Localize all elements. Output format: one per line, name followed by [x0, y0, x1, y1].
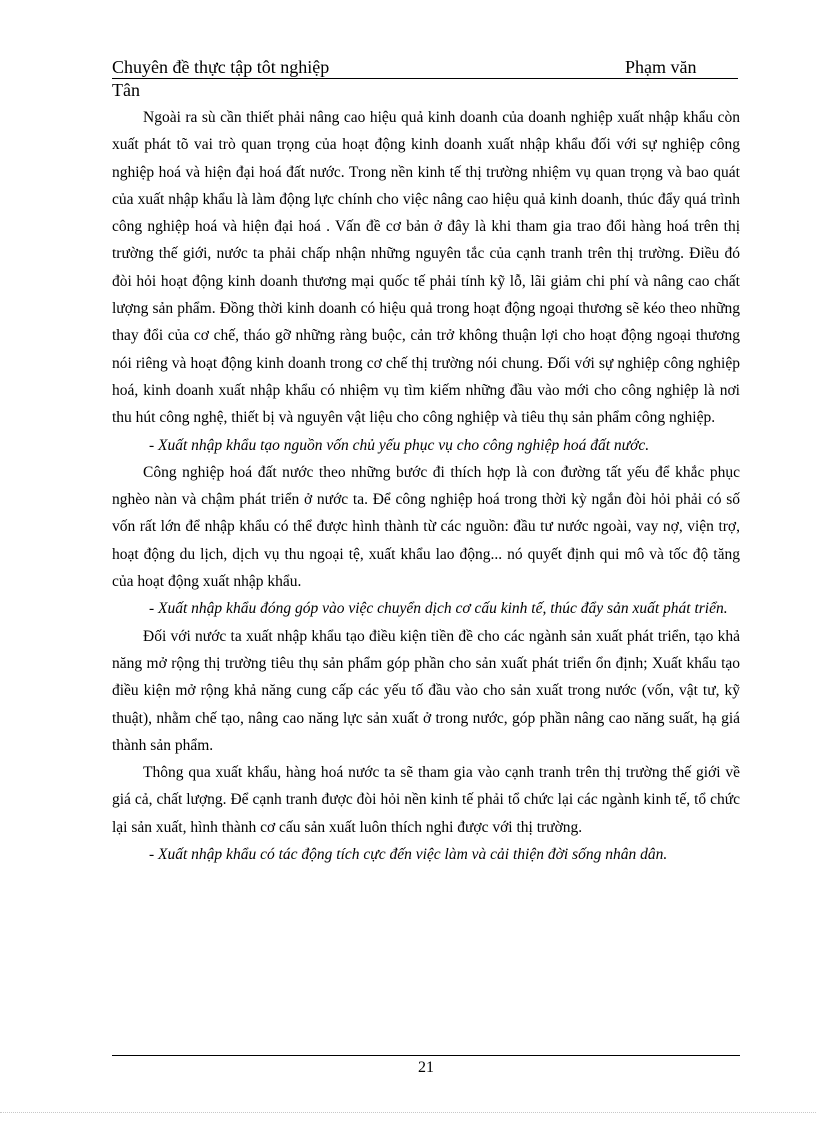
page-body [112, 104, 740, 868]
body-paragraph: Đối với nước ta xuất nhập khẩu tạo điều kiện tiền đề cho các ngành sản xuất phát triển, tạo khả năng mở rộng thị trường tiêu thụ sản phẩm góp phần cho sản xuất phát triển ổn định; Xuất khẩu tạo điều kiện mở rộng khả năng cung cấp các yếu tố đầu vào cho sản xuất trong nước (vốn, vật tư, kỹ thuật), nhằm chế tạo, nâng cao năng lực sản xuất ở trong nước, góp phần nâng cao năng suất, hạ giá thành sản phẩm. [112, 627, 740, 754]
page-header [112, 56, 738, 79]
page-number: 21 [418, 1059, 434, 1076]
body-paragraph: Thông qua xuất khẩu, hàng hoá nước ta sẽ tham gia vào cạnh tranh trên thị trường thế giới về giá cả, chất lượng. Để cạnh tranh được đòi hỏi nền kinh tế phải tổ chức lại các ngành kinh tế, tổ chức lại sản xuất, hình thành cơ cấu sản xuất luôn thích nghi được với thị trường. [112, 764, 740, 836]
page-edge-divider [0, 1112, 816, 1113]
body-paragraph: Ngoài ra sù cần thiết phải nâng cao hiệu quả kinh doanh của doanh nghiệp xuất nhập khẩu còn xuất phát tõ vai trò quan trọng của hoạt động kinh doanh xuất nhập khẩu đối với sự nghiệp công nghiệp hoá và hiện đại hoá đất nước. Trong nền kinh tế thị trường nhiệm vụ quan trọng và bao quát của xuất nhập khẩu là làm động lực chính cho việc nâng cao hiệu quả kinh doanh, thúc đẩy quá trình công nghiệp hoá và hiện đại hoá . Vấn đề cơ bản ở đây là khi tham gia trao đổi hàng hoá trên thị trường thế giới, nước ta phải chấp nhận những nguyên tắc của cạnh tranh trên thị trường. Điều đó đòi hỏi hoạt động kinh doanh thương mại quốc tế phải tính kỹ lỗ, lãi giảm chi phí và nâng cao chất lượng sản phẩm. Đồng thời kinh doanh có hiệu quả trong hoạt động ngoại thương sẽ kéo theo những thay đổi của cơ chế, tháo gỡ những ràng buộc, cản trở không thuận lợi cho hoạt động ngoại thương nói riêng và hoạt động kinh doanh trong cơ chế thị trường nói chung. Đối với sự nghiệp công nghiệp hoá, kinh doanh xuất nhập khẩu có nhiệm vụ tìm kiếm những đầu vào mới cho công nghiệp là nơi thu hút công nghệ, thiết bị và nguyên vật liệu cho công nghiệp và tiêu thụ sản phẩm công nghiệp. [112, 109, 740, 427]
section-heading-italic: - Xuất nhập khẩu tạo nguồn vốn chủ yếu phục vụ cho công nghiệp hoá đất nước. [149, 436, 650, 454]
section-heading-italic: - Xuất nhập khẩu có tác động tích cực đến việc làm và cải thiện đời sống nhân dân. [149, 846, 668, 864]
page-footer [112, 1055, 740, 1078]
author-name: Phạm văn [625, 57, 697, 77]
body-paragraph: Công nghiệp hoá đất nước theo những bước đi thích hợp là con đường tất yếu để khắc phục nghèo nàn và chậm phát triển ở nước ta. Để công nghiệp hoá trong thời kỳ ngắn đòi hỏi phải có số vốn rất lớn để nhập khẩu có thể được hình thành từ các nguồn: đầu tư nước ngoài, vay nợ, viện trợ, hoạt động du lịch, dịch vụ thu ngoại tệ, xuất khẩu lao động... nó quyết định qui mô và tốc độ tăng của hoạt động xuất nhập khẩu. [112, 463, 740, 591]
document-title: Chuyên đề thực tập tôt nghiệp [112, 57, 330, 77]
section-heading-italic: - Xuất nhập khẩu đóng góp vào việc chuyển dịch cơ cấu kinh tế, thúc đẩy sản xuất phát triển. [149, 600, 728, 618]
author-name-continued: Tân [112, 80, 140, 100]
